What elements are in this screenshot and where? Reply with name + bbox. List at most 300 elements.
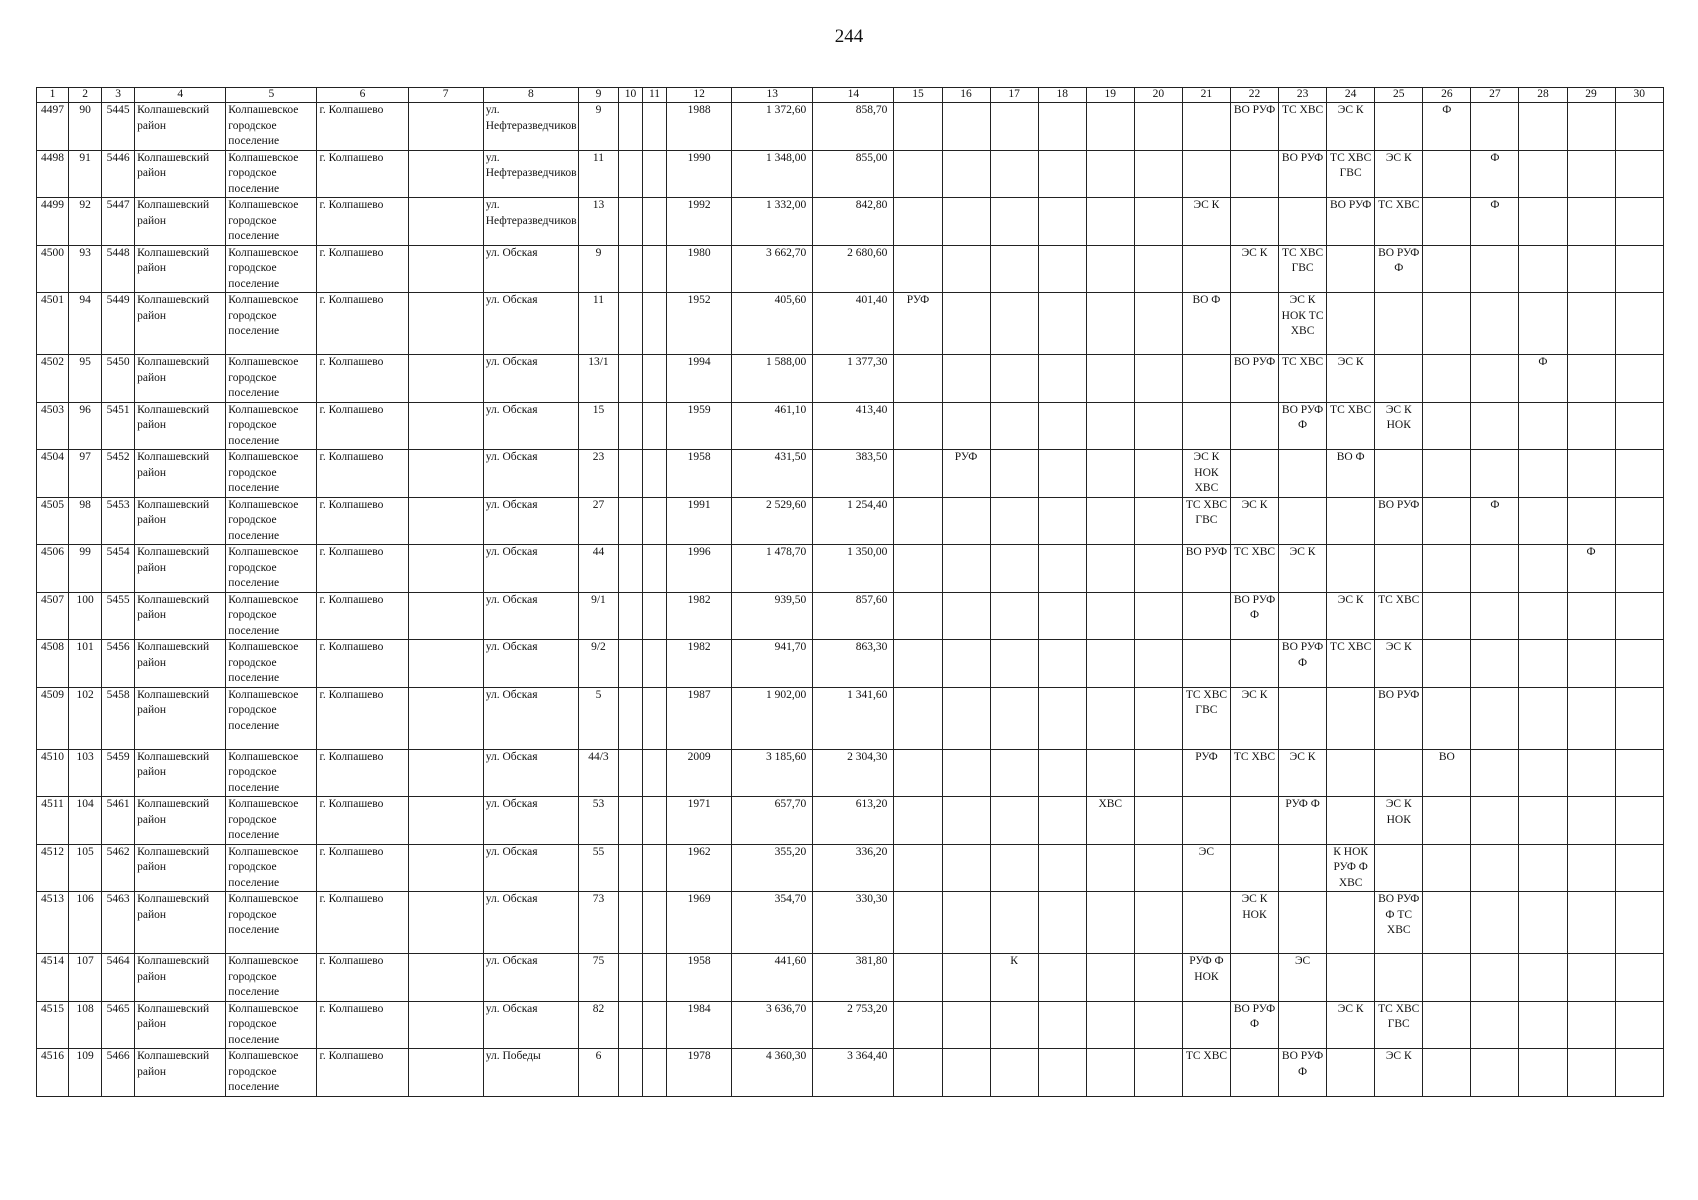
table-cell-col-8: ул. Обская — [483, 497, 578, 545]
table-cell-col-30 — [1615, 245, 1663, 293]
table-cell-col-2: 93 — [69, 245, 102, 293]
table-cell-col-24: ТС ХВС ГВС — [1327, 150, 1375, 198]
table-cell-col-24 — [1327, 545, 1375, 593]
table-cell-col-10 — [618, 749, 642, 797]
table-cell-col-18 — [1038, 954, 1086, 1002]
table-row — [37, 150, 1664, 198]
table-cell-col-20 — [1134, 450, 1182, 498]
table-cell-col-13: 441,60 — [732, 954, 813, 1002]
table-cell-col-8: ул. Победы — [483, 1049, 578, 1097]
table-cell-col-2: 109 — [69, 1049, 102, 1097]
table-cell-col-13: 3 185,60 — [732, 749, 813, 797]
column-header-30: 30 — [1615, 88, 1663, 103]
table-cell-col-17 — [990, 545, 1038, 593]
table-cell-col-14: 336,20 — [813, 844, 894, 892]
table-row — [37, 1049, 1664, 1097]
table-cell-col-7 — [408, 749, 483, 797]
table-cell-col-23 — [1279, 892, 1327, 954]
table-cell-col-3: 5447 — [102, 198, 135, 246]
table-cell-col-3: 5453 — [102, 497, 135, 545]
table-cell-col-9: 13/1 — [578, 355, 618, 403]
table-row — [37, 293, 1664, 355]
table-cell-col-10 — [618, 592, 642, 640]
table-cell-col-23: ЭС — [1279, 954, 1327, 1002]
table-cell-col-5: Колпашевское городское поселение — [226, 103, 317, 151]
table-cell-col-16 — [942, 687, 990, 749]
table-cell-col-28 — [1519, 402, 1567, 450]
table-cell-col-1: 4498 — [37, 150, 69, 198]
table-cell-col-22 — [1230, 954, 1278, 1002]
table-cell-col-16 — [942, 198, 990, 246]
table-cell-col-7 — [408, 640, 483, 688]
table-cell-col-4: Колпашевский район — [135, 749, 226, 797]
table-cell-col-29 — [1567, 592, 1615, 640]
table-cell-col-18 — [1038, 592, 1086, 640]
table-cell-col-18 — [1038, 749, 1086, 797]
table-row — [37, 954, 1664, 1002]
table-cell-col-1: 4500 — [37, 245, 69, 293]
table-cell-col-28 — [1519, 797, 1567, 845]
table-cell-col-25: ВО РУФ Ф — [1375, 245, 1423, 293]
table-cell-col-26 — [1423, 892, 1471, 954]
table-cell-col-20 — [1134, 844, 1182, 892]
table-cell-col-11 — [643, 640, 667, 688]
table-cell-col-22 — [1230, 1049, 1278, 1097]
table-cell-col-28 — [1519, 592, 1567, 640]
table-cell-col-30 — [1615, 892, 1663, 954]
table-cell-col-27 — [1471, 749, 1519, 797]
table-cell-col-27 — [1471, 1001, 1519, 1049]
table-row — [37, 497, 1664, 545]
table-cell-col-15 — [894, 797, 942, 845]
table-body — [37, 103, 1664, 1097]
table-cell-col-9: 23 — [578, 450, 618, 498]
table-cell-col-3: 5458 — [102, 687, 135, 749]
table-cell-col-25: ЭС К — [1375, 1049, 1423, 1097]
table-cell-col-19 — [1086, 545, 1134, 593]
table-cell-col-21: ТС ХВС — [1182, 1049, 1230, 1097]
table-cell-col-6: г. Колпашево — [317, 749, 408, 797]
table-cell-col-6: г. Колпашево — [317, 198, 408, 246]
table-cell-col-27 — [1471, 402, 1519, 450]
column-header-27: 27 — [1471, 88, 1519, 103]
table-cell-col-18 — [1038, 402, 1086, 450]
table-cell-col-25: ЭС К НОК — [1375, 402, 1423, 450]
column-header-1: 1 — [37, 88, 69, 103]
table-cell-col-16 — [942, 355, 990, 403]
table-cell-col-15 — [894, 355, 942, 403]
table-cell-col-22 — [1230, 198, 1278, 246]
table-cell-col-9: 9 — [578, 245, 618, 293]
table-cell-col-10 — [618, 402, 642, 450]
data-table — [36, 87, 1664, 1097]
table-cell-col-29 — [1567, 497, 1615, 545]
table-cell-col-30 — [1615, 954, 1663, 1002]
table-cell-col-11 — [643, 749, 667, 797]
column-header-4: 4 — [135, 88, 226, 103]
table-cell-col-23: ТС ХВС ГВС — [1279, 245, 1327, 293]
table-cell-col-29 — [1567, 1001, 1615, 1049]
table-cell-col-4: Колпашевский район — [135, 293, 226, 355]
table-cell-col-18 — [1038, 450, 1086, 498]
table-cell-col-17 — [990, 450, 1038, 498]
table-cell-col-18 — [1038, 293, 1086, 355]
table-cell-col-22: ВО РУФ Ф — [1230, 592, 1278, 640]
column-header-5: 5 — [226, 88, 317, 103]
table-cell-col-24 — [1327, 687, 1375, 749]
table-cell-col-30 — [1615, 749, 1663, 797]
table-cell-col-2: 95 — [69, 355, 102, 403]
table-cell-col-5: Колпашевское городское поселение — [226, 198, 317, 246]
table-cell-col-2: 102 — [69, 687, 102, 749]
table-cell-col-4: Колпашевский район — [135, 150, 226, 198]
table-cell-col-29 — [1567, 245, 1615, 293]
table-row — [37, 545, 1664, 593]
table-cell-col-9: 73 — [578, 892, 618, 954]
table-cell-col-27 — [1471, 844, 1519, 892]
table-cell-col-13: 1 588,00 — [732, 355, 813, 403]
table-cell-col-20 — [1134, 545, 1182, 593]
table-cell-col-30 — [1615, 450, 1663, 498]
table-cell-col-27 — [1471, 592, 1519, 640]
table-cell-col-5: Колпашевское городское поселение — [226, 293, 317, 355]
table-cell-col-11 — [643, 402, 667, 450]
table-cell-col-13: 1 348,00 — [732, 150, 813, 198]
column-header-6: 6 — [317, 88, 408, 103]
table-cell-col-26 — [1423, 450, 1471, 498]
table-cell-col-11 — [643, 687, 667, 749]
table-cell-col-15: РУФ — [894, 293, 942, 355]
table-cell-col-30 — [1615, 844, 1663, 892]
table-cell-col-4: Колпашевский район — [135, 797, 226, 845]
table-cell-col-4: Колпашевский район — [135, 198, 226, 246]
table-cell-col-20 — [1134, 797, 1182, 845]
table-cell-col-4: Колпашевский район — [135, 245, 226, 293]
table-cell-col-3: 5449 — [102, 293, 135, 355]
table-cell-col-28 — [1519, 640, 1567, 688]
table-cell-col-13: 1 332,00 — [732, 198, 813, 246]
table-cell-col-18 — [1038, 198, 1086, 246]
table-cell-col-25 — [1375, 545, 1423, 593]
table-cell-col-7 — [408, 103, 483, 151]
table-header — [37, 88, 1664, 103]
table-cell-col-2: 98 — [69, 497, 102, 545]
table-cell-col-11 — [643, 1001, 667, 1049]
table-cell-col-28 — [1519, 293, 1567, 355]
table-cell-col-19 — [1086, 749, 1134, 797]
table-cell-col-20 — [1134, 749, 1182, 797]
table-cell-col-29: Ф — [1567, 545, 1615, 593]
table-cell-col-20 — [1134, 355, 1182, 403]
table-cell-col-23 — [1279, 1001, 1327, 1049]
table-cell-col-21 — [1182, 355, 1230, 403]
table-cell-col-21: ЭС К НОК ХВС — [1182, 450, 1230, 498]
table-cell-col-7 — [408, 592, 483, 640]
table-cell-col-4: Колпашевский район — [135, 497, 226, 545]
table-cell-col-2: 103 — [69, 749, 102, 797]
table-cell-col-20 — [1134, 1049, 1182, 1097]
table-cell-col-11 — [643, 592, 667, 640]
table-cell-col-5: Колпашевское городское поселение — [226, 749, 317, 797]
table-cell-col-22: ЭС К НОК — [1230, 892, 1278, 954]
table-cell-col-26: Ф — [1423, 103, 1471, 151]
table-cell-col-16 — [942, 844, 990, 892]
table-cell-col-5: Колпашевское городское поселение — [226, 892, 317, 954]
table-cell-col-3: 5455 — [102, 592, 135, 640]
table-cell-col-1: 4516 — [37, 1049, 69, 1097]
table-cell-col-26 — [1423, 545, 1471, 593]
table-cell-col-30 — [1615, 150, 1663, 198]
column-header-26: 26 — [1423, 88, 1471, 103]
table-cell-col-7 — [408, 293, 483, 355]
table-cell-col-19 — [1086, 844, 1134, 892]
table-cell-col-11 — [643, 103, 667, 151]
table-cell-col-28 — [1519, 545, 1567, 593]
table-cell-col-15 — [894, 592, 942, 640]
table-cell-col-20 — [1134, 687, 1182, 749]
table-row — [37, 592, 1664, 640]
table-cell-col-27 — [1471, 892, 1519, 954]
table-cell-col-14: 401,40 — [813, 293, 894, 355]
table-cell-col-11 — [643, 545, 667, 593]
table-cell-col-30 — [1615, 355, 1663, 403]
table-cell-col-25: ТС ХВС — [1375, 592, 1423, 640]
table-cell-col-16 — [942, 954, 990, 1002]
table-cell-col-21: ТС ХВС ГВС — [1182, 497, 1230, 545]
table-cell-col-27: Ф — [1471, 198, 1519, 246]
table-cell-col-25: ВО РУФ — [1375, 497, 1423, 545]
table-cell-col-23: ВО РУФ Ф — [1279, 640, 1327, 688]
table-cell-col-11 — [643, 844, 667, 892]
table-cell-col-4: Колпашевский район — [135, 450, 226, 498]
table-cell-col-14: 857,60 — [813, 592, 894, 640]
table-cell-col-11 — [643, 954, 667, 1002]
table-cell-col-21 — [1182, 103, 1230, 151]
table-cell-col-22: ЭС К — [1230, 245, 1278, 293]
table-cell-col-24: ВО РУФ — [1327, 198, 1375, 246]
table-cell-col-26 — [1423, 1049, 1471, 1097]
table-cell-col-1: 4509 — [37, 687, 69, 749]
table-cell-col-1: 4504 — [37, 450, 69, 498]
table-row — [37, 355, 1664, 403]
table-cell-col-4: Колпашевский район — [135, 640, 226, 688]
table-cell-col-20 — [1134, 150, 1182, 198]
table-cell-col-21: ТС ХВС ГВС — [1182, 687, 1230, 749]
table-cell-col-14: 1 377,30 — [813, 355, 894, 403]
table-cell-col-26 — [1423, 402, 1471, 450]
table-cell-col-15 — [894, 844, 942, 892]
table-cell-col-23: ВО РУФ Ф — [1279, 1049, 1327, 1097]
table-cell-col-30 — [1615, 545, 1663, 593]
table-cell-col-26 — [1423, 844, 1471, 892]
table-cell-col-8: ул. Обская — [483, 1001, 578, 1049]
table-cell-col-8: ул. Обская — [483, 450, 578, 498]
table-cell-col-4: Колпашевский район — [135, 844, 226, 892]
table-cell-col-3: 5461 — [102, 797, 135, 845]
table-cell-col-24 — [1327, 1049, 1375, 1097]
table-cell-col-12: 1958 — [667, 450, 732, 498]
table-cell-col-15 — [894, 892, 942, 954]
column-header-25: 25 — [1375, 88, 1423, 103]
table-cell-col-9: 6 — [578, 1049, 618, 1097]
table-cell-col-2: 99 — [69, 545, 102, 593]
table-cell-col-22 — [1230, 844, 1278, 892]
table-cell-col-25: ЭС К — [1375, 640, 1423, 688]
table-cell-col-18 — [1038, 687, 1086, 749]
table-cell-col-22 — [1230, 640, 1278, 688]
table-cell-col-16: РУФ — [942, 450, 990, 498]
table-cell-col-14: 2 680,60 — [813, 245, 894, 293]
table-cell-col-21 — [1182, 640, 1230, 688]
table-cell-col-2: 92 — [69, 198, 102, 246]
table-cell-col-14: 2 753,20 — [813, 1001, 894, 1049]
table-cell-col-12: 1990 — [667, 150, 732, 198]
table-cell-col-2: 107 — [69, 954, 102, 1002]
table-cell-col-7 — [408, 497, 483, 545]
table-cell-col-3: 5465 — [102, 1001, 135, 1049]
table-cell-col-5: Колпашевское городское поселение — [226, 355, 317, 403]
table-cell-col-28 — [1519, 954, 1567, 1002]
table-cell-col-7 — [408, 687, 483, 749]
table-cell-col-17: К — [990, 954, 1038, 1002]
column-header-7: 7 — [408, 88, 483, 103]
table-cell-col-28 — [1519, 245, 1567, 293]
table-cell-col-28 — [1519, 1001, 1567, 1049]
table-cell-col-10 — [618, 450, 642, 498]
table-cell-col-3: 5451 — [102, 402, 135, 450]
table-cell-col-28 — [1519, 749, 1567, 797]
table-cell-col-24: ВО Ф — [1327, 450, 1375, 498]
table-cell-col-3: 5454 — [102, 545, 135, 593]
table-cell-col-5: Колпашевское городское поселение — [226, 1049, 317, 1097]
table-cell-col-12: 1994 — [667, 355, 732, 403]
table-cell-col-21: ЭС — [1182, 844, 1230, 892]
table-cell-col-5: Колпашевское городское поселение — [226, 640, 317, 688]
table-cell-col-16 — [942, 150, 990, 198]
table-cell-col-29 — [1567, 892, 1615, 954]
table-cell-col-29 — [1567, 103, 1615, 151]
table-cell-col-2: 100 — [69, 592, 102, 640]
table-cell-col-17 — [990, 293, 1038, 355]
column-header-14: 14 — [813, 88, 894, 103]
table-cell-col-12: 1959 — [667, 402, 732, 450]
table-cell-col-2: 94 — [69, 293, 102, 355]
table-cell-col-15 — [894, 245, 942, 293]
table-cell-col-22: ТС ХВС — [1230, 749, 1278, 797]
table-cell-col-22: ВО РУФ — [1230, 103, 1278, 151]
table-cell-col-22: ЭС К — [1230, 497, 1278, 545]
table-cell-col-24 — [1327, 245, 1375, 293]
table-cell-col-20 — [1134, 592, 1182, 640]
table-cell-col-16 — [942, 103, 990, 151]
table-cell-col-27 — [1471, 640, 1519, 688]
table-cell-col-30 — [1615, 640, 1663, 688]
table-cell-col-10 — [618, 687, 642, 749]
table-cell-col-2: 108 — [69, 1001, 102, 1049]
table-cell-col-28 — [1519, 450, 1567, 498]
table-cell-col-19 — [1086, 402, 1134, 450]
column-header-12: 12 — [667, 88, 732, 103]
table-cell-col-22 — [1230, 450, 1278, 498]
table-cell-col-5: Колпашевское городское поселение — [226, 497, 317, 545]
table-cell-col-13: 939,50 — [732, 592, 813, 640]
table-cell-col-24 — [1327, 293, 1375, 355]
table-cell-col-24 — [1327, 497, 1375, 545]
table-row — [37, 402, 1664, 450]
table-cell-col-3: 5462 — [102, 844, 135, 892]
table-cell-col-10 — [618, 150, 642, 198]
table-cell-col-8: ул. Обская — [483, 402, 578, 450]
table-cell-col-20 — [1134, 497, 1182, 545]
table-cell-col-12: 1982 — [667, 592, 732, 640]
table-cell-col-22: ЭС К — [1230, 687, 1278, 749]
table-cell-col-20 — [1134, 402, 1182, 450]
table-cell-col-20 — [1134, 892, 1182, 954]
table-cell-col-17 — [990, 749, 1038, 797]
table-cell-col-23 — [1279, 592, 1327, 640]
table-cell-col-22: ВО РУФ Ф — [1230, 1001, 1278, 1049]
table-cell-col-3: 5466 — [102, 1049, 135, 1097]
table-cell-col-18 — [1038, 797, 1086, 845]
table-cell-col-18 — [1038, 150, 1086, 198]
table-cell-col-23: ТС ХВС — [1279, 103, 1327, 151]
table-cell-col-22: ТС ХВС — [1230, 545, 1278, 593]
table-cell-col-18 — [1038, 545, 1086, 593]
table-cell-col-8: ул. Нефтеразведчиков — [483, 150, 578, 198]
column-header-3: 3 — [102, 88, 135, 103]
table-cell-col-9: 44 — [578, 545, 618, 593]
table-cell-col-17 — [990, 355, 1038, 403]
table-cell-col-21: РУФ — [1182, 749, 1230, 797]
table-cell-col-26 — [1423, 150, 1471, 198]
table-cell-col-25 — [1375, 844, 1423, 892]
table-cell-col-24: ТС ХВС — [1327, 402, 1375, 450]
table-cell-col-20 — [1134, 103, 1182, 151]
table-cell-col-13: 657,70 — [732, 797, 813, 845]
table-cell-col-7 — [408, 198, 483, 246]
column-header-11: 11 — [643, 88, 667, 103]
table-cell-col-4: Колпашевский район — [135, 1049, 226, 1097]
table-cell-col-6: г. Колпашево — [317, 293, 408, 355]
table-cell-col-13: 354,70 — [732, 892, 813, 954]
table-row — [37, 245, 1664, 293]
table-cell-col-17 — [990, 640, 1038, 688]
table-cell-col-10 — [618, 103, 642, 151]
table-cell-col-12: 1978 — [667, 1049, 732, 1097]
table-cell-col-26 — [1423, 1001, 1471, 1049]
table-cell-col-21 — [1182, 402, 1230, 450]
table-cell-col-25: ТС ХВС ГВС — [1375, 1001, 1423, 1049]
table-cell-col-16 — [942, 293, 990, 355]
table-cell-col-5: Колпашевское городское поселение — [226, 245, 317, 293]
table-cell-col-18 — [1038, 1001, 1086, 1049]
table-cell-col-19 — [1086, 198, 1134, 246]
table-cell-col-30 — [1615, 797, 1663, 845]
table-cell-col-17 — [990, 245, 1038, 293]
table-row — [37, 892, 1664, 954]
table-cell-col-8: ул. Обская — [483, 545, 578, 593]
column-header-16: 16 — [942, 88, 990, 103]
table-cell-col-24: ЭС К — [1327, 592, 1375, 640]
table-cell-col-12: 1996 — [667, 545, 732, 593]
table-cell-col-11 — [643, 355, 667, 403]
table-cell-col-6: г. Колпашево — [317, 954, 408, 1002]
table-cell-col-16 — [942, 545, 990, 593]
table-cell-col-27: Ф — [1471, 150, 1519, 198]
table-cell-col-16 — [942, 592, 990, 640]
column-header-17: 17 — [990, 88, 1038, 103]
table-cell-col-7 — [408, 1001, 483, 1049]
